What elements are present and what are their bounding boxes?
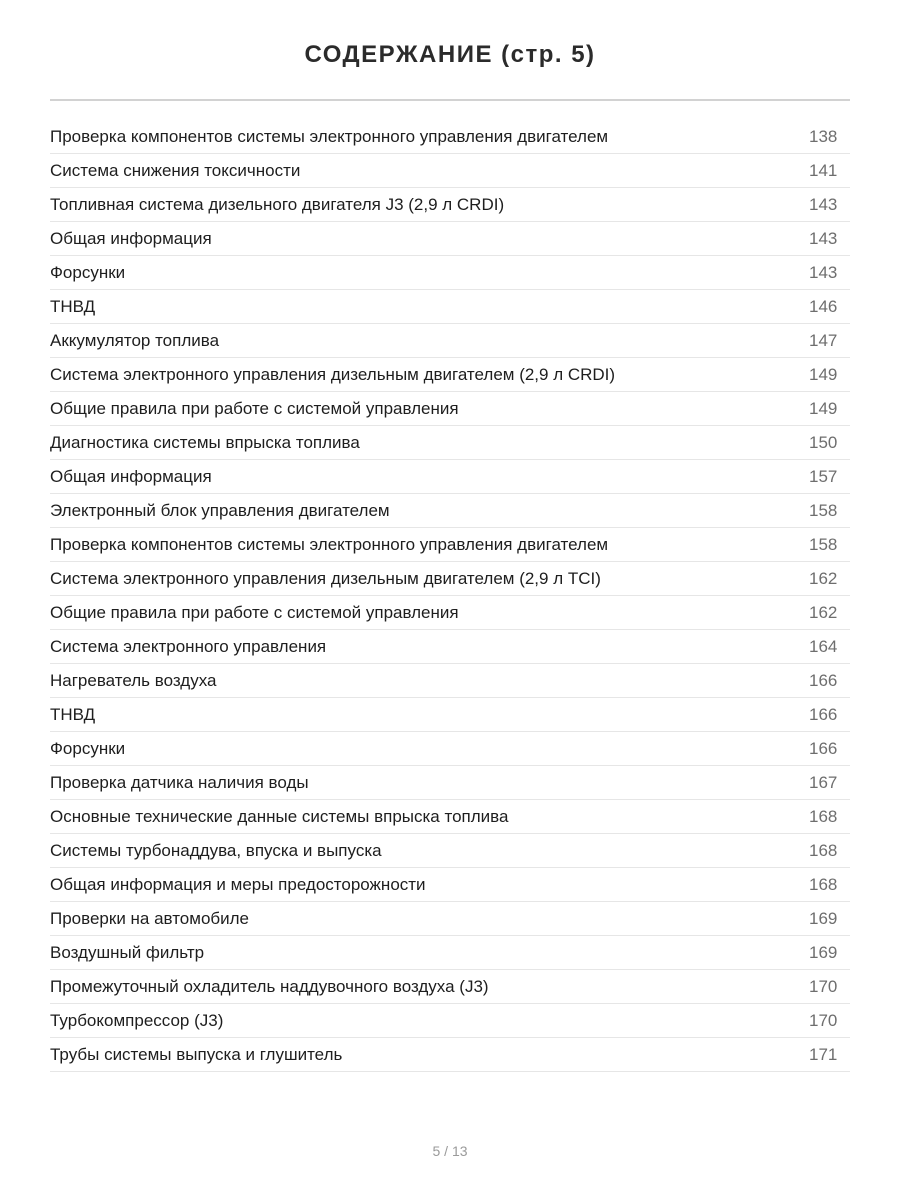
toc-entry-page: 138	[809, 126, 838, 146]
toc-entry-title: Проверка компонентов системы электронного управления двигателем	[50, 534, 609, 554]
toc-entry-page: 149	[809, 364, 838, 384]
toc-entry-title: Общая информация	[50, 466, 212, 486]
toc-entry[interactable]	[50, 902, 850, 936]
toc-entry-page: 162	[809, 602, 838, 622]
toc-entry-title: Воздушный фильтр	[50, 942, 205, 962]
toc-entry[interactable]	[50, 392, 850, 426]
title-divider	[50, 99, 850, 101]
toc-entry-page: 147	[809, 330, 838, 350]
toc-entry-page: 169	[809, 908, 838, 928]
toc-entry-title: ТНВД	[50, 704, 96, 724]
toc-entry-title: Проверка датчика наличия воды	[50, 772, 309, 792]
toc-entry-page: 170	[809, 1010, 838, 1030]
toc-entry[interactable]	[50, 494, 850, 528]
toc-entry[interactable]	[50, 1038, 850, 1072]
toc-entry-title: Общие правила при работе с системой управления	[50, 398, 459, 418]
toc-entry-page: 170	[809, 976, 838, 996]
toc-entry[interactable]	[50, 596, 850, 630]
toc-entry-title: Основные технические данные системы впрыска топлива	[50, 806, 509, 826]
toc-entry-title: Общая информация	[50, 228, 212, 248]
toc-entry-title: Топливная система дизельного двигателя J3 (2,9 л CRDI)	[50, 194, 505, 214]
toc-entry-page: 143	[809, 194, 838, 214]
toc-entry[interactable]	[50, 528, 850, 562]
toc-entry[interactable]	[50, 630, 850, 664]
toc-entry-title: Система снижения токсичности	[50, 160, 301, 180]
page-title: СОДЕРЖАНИЕ (стр. 5)	[304, 41, 596, 68]
toc-entry-page: 168	[809, 840, 838, 860]
toc-entry[interactable]	[50, 868, 850, 902]
toc-entry[interactable]	[50, 562, 850, 596]
toc-entry[interactable]	[50, 698, 850, 732]
toc-entry[interactable]	[50, 188, 850, 222]
toc-entry-page: 167	[809, 772, 838, 792]
toc-entry-page: 166	[809, 738, 838, 758]
toc-entry-title: Общие правила при работе с системой управления	[50, 602, 459, 622]
toc-entry-page: 158	[809, 534, 838, 554]
toc-entry[interactable]	[50, 970, 850, 1004]
toc-entry-title: Промежуточный охладитель наддувочного воздуха (J3)	[50, 976, 489, 996]
toc-entry-page: 168	[809, 874, 838, 894]
toc-entry-page: 166	[809, 670, 838, 690]
toc-entry[interactable]	[50, 324, 850, 358]
toc-entry-page: 146	[809, 296, 838, 316]
toc-entry-title: Система электронного управления дизельным двигателем (2,9 л TCI)	[50, 568, 601, 588]
toc-entry-title: Нагреватель воздуха	[50, 670, 217, 690]
toc-entry-title: Диагностика системы впрыска топлива	[50, 432, 360, 452]
toc-entry-title: Электронный блок управления двигателем	[50, 500, 390, 520]
toc-entry-page: 162	[809, 568, 838, 588]
toc-entry[interactable]	[50, 120, 850, 154]
toc-entry-page: 141	[809, 160, 838, 180]
toc-entry-title: Проверка компонентов системы электронного управления двигателем	[50, 126, 609, 146]
toc-entry[interactable]	[50, 290, 850, 324]
toc-entry-page: 143	[809, 228, 838, 248]
toc-entry-title: Общая информация и меры предосторожности	[50, 874, 426, 894]
toc-entry[interactable]	[50, 256, 850, 290]
toc-entry-title: Аккумулятор топлива	[50, 330, 220, 350]
toc-entry-title: Трубы системы выпуска и глушитель	[50, 1044, 343, 1064]
toc-entry-page: 143	[809, 262, 838, 282]
toc-entry-title: Системы турбонаддува, впуска и выпуска	[50, 840, 382, 860]
toc-entry[interactable]	[50, 936, 850, 970]
toc-entry[interactable]	[50, 664, 850, 698]
toc-entry[interactable]	[50, 154, 850, 188]
toc-entry-page: 158	[809, 500, 838, 520]
toc-entry-page: 169	[809, 942, 838, 962]
toc-entry-title: Форсунки	[50, 738, 126, 758]
toc-entry-page: 164	[809, 636, 838, 656]
toc-entry[interactable]	[50, 766, 850, 800]
toc-list	[50, 120, 850, 1072]
toc-entry-title: ТНВД	[50, 296, 96, 316]
toc-entry-page: 171	[809, 1044, 838, 1064]
toc-entry-title: Форсунки	[50, 262, 126, 282]
toc-entry-page: 149	[809, 398, 838, 418]
toc-entry-title: Система электронного управления	[50, 636, 327, 656]
toc-entry[interactable]	[50, 460, 850, 494]
toc-entry[interactable]	[50, 800, 850, 834]
toc-entry[interactable]	[50, 732, 850, 766]
toc-entry-title: Турбокомпрессор (J3)	[50, 1010, 224, 1030]
toc-entry-title: Система электронного управления дизельным двигателем (2,9 л CRDI)	[50, 364, 616, 384]
toc-entry[interactable]	[50, 426, 850, 460]
toc-entry-page: 166	[809, 704, 838, 724]
page-number: 5 / 13	[432, 1143, 468, 1159]
toc-entry[interactable]	[50, 222, 850, 256]
toc-entry-page: 157	[809, 466, 838, 486]
toc-entry[interactable]	[50, 1004, 850, 1038]
toc-entry-title: Проверки на автомобиле	[50, 908, 250, 928]
toc-entry-page: 168	[809, 806, 838, 826]
toc-entry[interactable]	[50, 358, 850, 392]
toc-entry[interactable]	[50, 834, 850, 868]
toc-entry-page: 150	[809, 432, 838, 452]
